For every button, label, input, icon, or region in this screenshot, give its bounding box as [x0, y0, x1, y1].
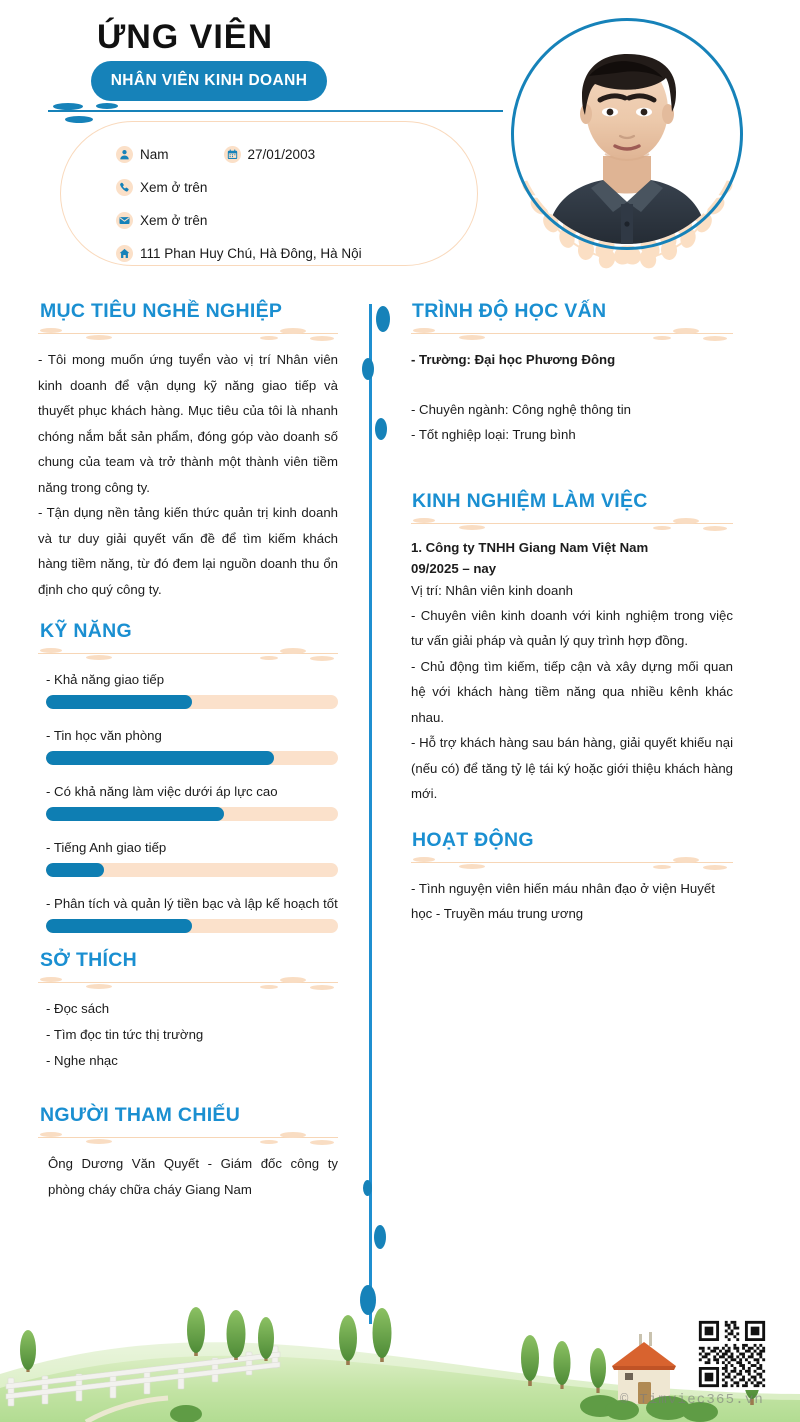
skill-bar-fill — [46, 695, 192, 709]
underline-blob — [40, 1132, 62, 1137]
watermark: © Timviec365.vn — [620, 1392, 765, 1408]
skill-label: - Có khả năng làm việc dưới áp lực cao — [46, 784, 278, 799]
phone-value: Xem ở trên — [140, 180, 208, 195]
section-hobbies — [38, 949, 338, 1074]
skill-label: - Tin học văn phòng — [46, 728, 162, 743]
underline-blob — [260, 985, 278, 989]
skill-bar-track — [46, 863, 338, 877]
header-left-block — [0, 0, 510, 57]
experience-position: Vị trí: Nhân viên kinh doanh — [411, 582, 574, 598]
underline-blob — [86, 1139, 112, 1144]
education-major: - Chuyên ngành: Công nghệ thông tin — [411, 401, 631, 417]
underline-blob — [86, 984, 112, 989]
skill-bar-fill — [46, 807, 224, 821]
underline-blob — [413, 518, 435, 523]
header-dot-decoration — [65, 116, 93, 123]
section-title-skills: KỸ NĂNG — [40, 620, 133, 642]
skill-label: - Khả năng giao tiếp — [46, 672, 165, 687]
objective-paragraph-2: - Tận dụng nền tảng kiến thức quản trị kinh doanh và tư duy giải quyết vấn đề để tìm kiếm khách hàng tiềm năng, từ đó đem lại nguồn doanh thu ổn định cho quý công ty. — [38, 505, 338, 597]
section-activities — [411, 829, 733, 927]
contact-info-rows — [116, 138, 486, 270]
underline-blob — [703, 336, 727, 341]
envelope-icon — [116, 212, 133, 229]
cv-header — [0, 0, 800, 290]
underline-blob — [260, 1140, 278, 1144]
calendar-icon — [224, 146, 241, 163]
experience-bullet: - Hỗ trợ khách hàng sau bán hàng, giải quyết khiếu nại (nếu có) để tăng tỷ lệ tái ký hoặc giới thiệu khách hàng mới. — [411, 735, 733, 801]
section-underline — [38, 647, 338, 661]
section-underline — [411, 856, 733, 870]
experience-bullet: - Chuyên viên kinh doanh với kinh nghiệm trong việc tư vấn giải pháp và quản lý quy trình hợp đồng. — [411, 607, 733, 648]
education-grade: - Tốt nghiệp loại: Trung bình — [411, 427, 576, 442]
underline-blob — [86, 655, 112, 660]
qr-code — [692, 1318, 772, 1390]
skill-bar-fill — [46, 751, 274, 765]
header-dot-decoration — [96, 103, 118, 109]
underline-blob — [40, 328, 62, 333]
underline-blob — [653, 865, 671, 869]
phone-icon — [116, 179, 133, 196]
experience-company: 1. Công ty TNHH Giang Nam Việt Nam — [411, 539, 649, 555]
divider-dot — [362, 358, 374, 380]
experience-bullet: - Chủ động tìm kiếm, tiếp cận và xây dựng mối quan hệ với khách hàng tiềm năng qua nhiều kênh khác nhau. — [411, 658, 733, 725]
avatar — [511, 18, 743, 250]
divider-dot — [363, 1180, 372, 1196]
underline-blob — [459, 864, 485, 869]
skill-item — [38, 667, 338, 709]
hobby-item: - Nghe nhạc — [46, 1053, 118, 1068]
skill-item — [38, 835, 338, 877]
underline-blob — [280, 648, 306, 654]
skill-bar-fill — [46, 863, 104, 877]
dob-group — [224, 146, 316, 163]
section-references — [38, 1104, 338, 1202]
email-value: Xem ở trên — [140, 213, 208, 228]
section-underline — [38, 1131, 338, 1145]
section-title-hobbies: SỞ THÍCH — [40, 949, 138, 971]
section-underline — [38, 976, 338, 990]
objective-paragraph-1: - Tôi mong muốn ứng tuyển vào vị trí Nhân viên kinh doanh để vận dụng kỹ năng giao tiếp và thuyết phục khách hàng. Mục tiêu của tôi là nhanh chóng nắm bắt sản phẩm, đóng góp vào doanh số chung của team và trở thành một thành viên tiềm năng trong công ty. — [38, 352, 338, 495]
section-education — [411, 300, 733, 448]
underline-blob — [40, 977, 62, 982]
underline-blob — [310, 336, 334, 341]
section-underline — [38, 327, 338, 341]
info-row-address — [116, 237, 486, 270]
experience-period: 09/2025 – nay — [411, 560, 497, 576]
underline-blob — [280, 328, 306, 334]
left-column — [38, 300, 338, 1208]
role-badge: NHÂN VIÊN KINH DOANH — [91, 61, 327, 101]
avatar-ring — [511, 18, 743, 250]
skill-item — [38, 723, 338, 765]
section-title-objective: MỤC TIÊU NGHỀ NGHIỆP — [40, 300, 283, 322]
section-skills — [38, 620, 338, 933]
underline-blob — [673, 518, 699, 524]
column-divider — [369, 304, 372, 1324]
education-school: - Trường: Đại học Phương Đông — [411, 352, 616, 367]
section-title-education: TRÌNH ĐỘ HỌC VẤN — [412, 300, 607, 322]
section-title-experience: KINH NGHIỆM LÀM VIỆC — [412, 489, 648, 512]
skill-item — [38, 779, 338, 821]
section-objective — [38, 300, 338, 602]
underline-blob — [459, 525, 485, 530]
divider-dot — [376, 306, 390, 332]
address-value: 111 Phan Huy Chú, Hà Đông, Hà Nội — [140, 246, 362, 261]
underline-blob — [459, 335, 485, 340]
reference-text: Ông Dương Văn Quyết - Giám đốc công ty phòng cháy chữa cháy Giang Nam — [48, 1156, 338, 1197]
dob-value: 27/01/2003 — [247, 147, 316, 162]
underline-blob — [86, 335, 112, 340]
underline-blob — [40, 648, 62, 653]
underline-blob — [703, 526, 727, 531]
underline-blob — [280, 977, 306, 983]
header-rule — [48, 110, 503, 112]
skill-bar-track — [46, 807, 338, 821]
skill-label: - Phân tích và quản lý tiền bạc và lập kế hoạch tốt — [46, 896, 338, 911]
section-underline — [411, 517, 733, 531]
underline-blob — [280, 1132, 306, 1138]
skill-bar-track — [46, 695, 338, 709]
hobby-item: - Đọc sách — [46, 1001, 110, 1016]
divider-dot — [375, 418, 387, 440]
info-row-gender-dob — [116, 138, 486, 171]
underline-blob — [413, 328, 435, 333]
gender-value: Nam — [140, 147, 169, 162]
section-title-activities: HOẠT ĐỘNG — [412, 828, 534, 851]
home-icon — [116, 245, 133, 262]
underline-blob — [310, 985, 334, 990]
page-title: ỨNG VIÊN — [96, 18, 273, 56]
skill-bar-track — [46, 919, 338, 933]
underline-blob — [413, 857, 435, 862]
underline-blob — [310, 1140, 334, 1145]
skill-bar-fill — [46, 919, 192, 933]
divider-dot — [374, 1225, 386, 1249]
section-title-references: NGƯỜI THAM CHIẾU — [40, 1104, 241, 1126]
hobby-item: - Tìm đọc tin tức thị trường — [46, 1027, 204, 1042]
underline-blob — [673, 857, 699, 863]
underline-blob — [653, 336, 671, 340]
header-dot-decoration — [53, 103, 83, 110]
section-underline — [411, 327, 733, 341]
activities-text: - Tình nguyện viên hiến máu nhân đạo ở viện Huyết học - Truyền máu trung ương — [411, 880, 715, 921]
section-experience — [411, 490, 733, 807]
info-row-phone — [116, 171, 486, 204]
person-icon — [116, 146, 133, 163]
underline-blob — [673, 328, 699, 334]
underline-blob — [260, 336, 278, 340]
skill-item — [38, 891, 338, 933]
info-row-email — [116, 204, 486, 237]
skill-label: - Tiếng Anh giao tiếp — [46, 840, 167, 855]
underline-blob — [653, 526, 671, 530]
skill-bar-track — [46, 751, 338, 765]
underline-blob — [260, 656, 278, 660]
underline-blob — [703, 865, 727, 870]
right-column — [411, 300, 733, 933]
underline-blob — [310, 656, 334, 661]
